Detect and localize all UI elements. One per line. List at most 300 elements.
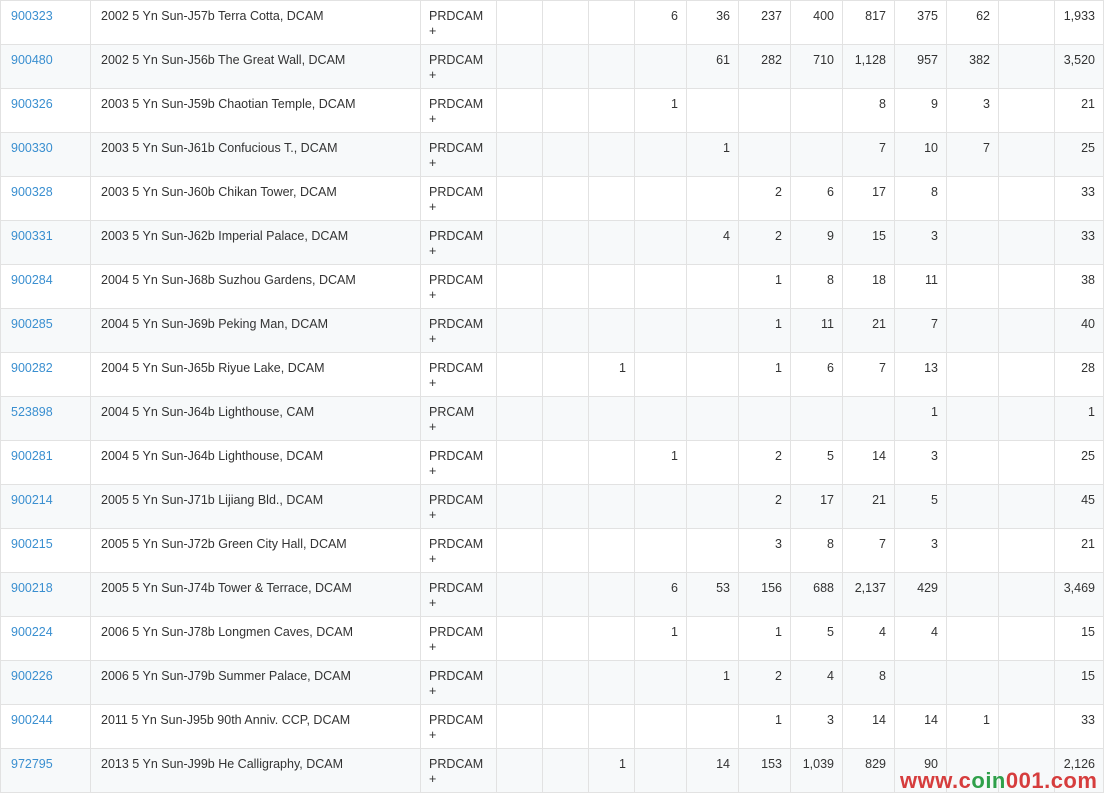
cell-count: [635, 749, 687, 793]
cell-coin-id[interactable]: [1, 397, 91, 441]
cell-grade: [421, 749, 497, 793]
cell-count: [947, 221, 999, 265]
cell-coin-id[interactable]: [1, 749, 91, 793]
coin-description: 2003 5 Yn Sun-J59b Chaotian Temple, DCAM: [101, 97, 356, 111]
count-value: 21: [872, 317, 886, 331]
total-value: 33: [1081, 713, 1095, 727]
count-value: 10: [924, 141, 938, 155]
count-value: [687, 397, 738, 405]
count-value: [543, 617, 588, 625]
coin-id-link[interactable]: 900226: [11, 669, 53, 683]
cell-coin-id[interactable]: [1, 529, 91, 573]
cell-count: [543, 661, 589, 705]
coin-description: 2003 5 Yn Sun-J62b Imperial Palace, DCAM: [101, 229, 349, 243]
cell-count: [739, 529, 791, 573]
coin-id-link[interactable]: 900214: [11, 493, 53, 507]
grade-label: PRCAM: [429, 405, 475, 419]
count-value: [791, 397, 842, 405]
cell-count: [543, 1, 589, 45]
count-value: [543, 221, 588, 229]
cell-count: [895, 45, 947, 89]
cell-count: [791, 441, 843, 485]
table-row: [1, 485, 1104, 529]
table-row: [1, 705, 1104, 749]
count-value: 282: [761, 53, 782, 67]
count-value: [999, 265, 1054, 273]
cell-count: [687, 1, 739, 45]
count-value: 5: [827, 625, 834, 639]
cell-count: [947, 529, 999, 573]
count-value: 400: [813, 9, 834, 23]
count-value: 90: [924, 757, 938, 771]
cell-count: [791, 89, 843, 133]
count-value: 2: [775, 185, 782, 199]
cell-count: [843, 265, 895, 309]
grade-label: PRDCAM: [429, 185, 484, 199]
count-value: [635, 265, 686, 273]
coin-id-link[interactable]: 900224: [11, 625, 53, 639]
count-value: 1: [619, 757, 626, 771]
coin-description: 2006 5 Yn Sun-J79b Summer Palace, DCAM: [101, 669, 351, 683]
cell-count: [895, 265, 947, 309]
cell-description: [91, 353, 421, 397]
total-value: 15: [1081, 669, 1095, 683]
count-value: 7: [983, 141, 990, 155]
cell-total: [1055, 133, 1104, 177]
cell-description: [91, 485, 421, 529]
count-value: [543, 353, 588, 361]
cell-count: [497, 89, 543, 133]
table-row: [1, 529, 1104, 573]
cell-count: [947, 485, 999, 529]
cell-count: [543, 45, 589, 89]
grade-plus: +: [429, 200, 437, 214]
count-value: [687, 309, 738, 317]
coin-description: 2004 5 Yn Sun-J64b Lighthouse, CAM: [101, 405, 315, 419]
cell-count: [947, 133, 999, 177]
cell-count: [999, 441, 1055, 485]
count-value: [635, 749, 686, 757]
cell-grade: [421, 177, 497, 221]
cell-total: [1055, 1, 1104, 45]
cell-count: [947, 441, 999, 485]
cell-count: [999, 705, 1055, 749]
cell-count: [895, 353, 947, 397]
cell-count: [895, 397, 947, 441]
coin-description: 2005 5 Yn Sun-J74b Tower & Terrace, DCAM: [101, 581, 352, 595]
cell-total: [1055, 661, 1104, 705]
grade-plus: +: [429, 288, 437, 302]
count-value: [635, 529, 686, 537]
grade-label: PRDCAM: [429, 97, 484, 111]
cell-description: [91, 1, 421, 45]
count-value: 36: [716, 9, 730, 23]
count-value: [497, 661, 542, 669]
count-value: 1: [931, 405, 938, 419]
table-row: [1, 221, 1104, 265]
count-value: 1: [723, 141, 730, 155]
coin-id-link[interactable]: 900284: [11, 273, 53, 287]
count-value: [999, 1, 1054, 9]
count-value: [497, 573, 542, 581]
coin-id-link[interactable]: 900218: [11, 581, 53, 595]
cell-count: [497, 265, 543, 309]
count-value: 5: [827, 449, 834, 463]
cell-total: [1055, 705, 1104, 749]
coin-description: 2004 5 Yn Sun-J65b Riyue Lake, DCAM: [101, 361, 325, 375]
cell-coin-id[interactable]: [1, 89, 91, 133]
cell-count: [999, 529, 1055, 573]
count-value: [635, 221, 686, 229]
cell-description: [91, 177, 421, 221]
grade-label: PRDCAM: [429, 317, 484, 331]
cell-count: [791, 749, 843, 793]
count-value: 2: [775, 669, 782, 683]
cell-total: [1055, 45, 1104, 89]
count-value: 1: [619, 361, 626, 375]
count-value: [543, 397, 588, 405]
cell-count: [497, 397, 543, 441]
cell-description: [91, 45, 421, 89]
cell-count: [635, 353, 687, 397]
cell-count: [947, 265, 999, 309]
cell-count: [497, 573, 543, 617]
coin-description: 2005 5 Yn Sun-J71b Lijiang Bld., DCAM: [101, 493, 324, 507]
cell-coin-id[interactable]: [1, 133, 91, 177]
total-value: 33: [1081, 229, 1095, 243]
cell-count: [497, 749, 543, 793]
grade-plus: +: [429, 552, 437, 566]
coin-id-link[interactable]: 900215: [11, 537, 53, 551]
coin-id-link[interactable]: 900282: [11, 361, 53, 375]
grade-label: PRDCAM: [429, 9, 484, 23]
count-value: [999, 705, 1054, 713]
cell-count: [687, 177, 739, 221]
cell-count: [497, 177, 543, 221]
cell-grade: [421, 221, 497, 265]
table-row: [1, 573, 1104, 617]
grade-label: PRDCAM: [429, 669, 484, 683]
count-value: [999, 397, 1054, 405]
cell-grade: [421, 89, 497, 133]
cell-count: [497, 529, 543, 573]
count-value: [497, 265, 542, 273]
cell-description: [91, 617, 421, 661]
cell-count: [739, 309, 791, 353]
cell-count: [843, 221, 895, 265]
count-value: [589, 89, 634, 97]
cell-count: [589, 441, 635, 485]
cell-count: [947, 397, 999, 441]
count-value: 53: [716, 581, 730, 595]
count-value: 2,137: [854, 581, 886, 595]
coin-id-link[interactable]: 900331: [11, 229, 53, 243]
coin-id-link[interactable]: 900281: [11, 449, 53, 463]
cell-coin-id[interactable]: [1, 221, 91, 265]
cell-count: [999, 177, 1055, 221]
cell-count: [999, 1, 1055, 45]
cell-count: [589, 177, 635, 221]
cell-count: [497, 705, 543, 749]
count-value: [687, 485, 738, 493]
coin-description: 2004 5 Yn Sun-J68b Suzhou Gardens, DCAM: [101, 273, 356, 287]
count-value: 3: [827, 713, 834, 727]
total-value: 1: [1088, 405, 1095, 419]
cell-count: [589, 397, 635, 441]
count-value: [589, 485, 634, 493]
cell-count: [543, 529, 589, 573]
cell-count: [687, 617, 739, 661]
cell-count: [497, 1, 543, 45]
count-value: 4: [827, 669, 834, 683]
cell-coin-id[interactable]: [1, 309, 91, 353]
cell-count: [791, 661, 843, 705]
cell-coin-id[interactable]: [1, 485, 91, 529]
grade-label: PRDCAM: [429, 581, 484, 595]
cell-coin-id[interactable]: [1, 661, 91, 705]
grade-plus: +: [429, 772, 437, 786]
cell-count: [843, 309, 895, 353]
cell-grade: [421, 133, 497, 177]
count-value: 8: [827, 273, 834, 287]
cell-count: [999, 89, 1055, 133]
count-value: 14: [872, 449, 886, 463]
total-value: 15: [1081, 625, 1095, 639]
cell-count: [739, 573, 791, 617]
cell-count: [947, 177, 999, 221]
cell-count: [791, 529, 843, 573]
cell-count: [947, 89, 999, 133]
cell-description: [91, 133, 421, 177]
table-row: [1, 177, 1104, 221]
cell-count: [843, 177, 895, 221]
grade-plus: +: [429, 68, 437, 82]
coin-id-link[interactable]: 523898: [11, 405, 53, 419]
count-value: 153: [761, 757, 782, 771]
cell-count: [947, 353, 999, 397]
cell-total: [1055, 485, 1104, 529]
cell-coin-id[interactable]: [1, 617, 91, 661]
coin-description: 2004 5 Yn Sun-J69b Peking Man, DCAM: [101, 317, 328, 331]
coin-id-link[interactable]: 900328: [11, 185, 53, 199]
cell-count: [947, 309, 999, 353]
count-value: [497, 529, 542, 537]
cell-count: [843, 573, 895, 617]
cell-count: [635, 617, 687, 661]
cell-count: [589, 485, 635, 529]
cell-count: [687, 441, 739, 485]
cell-count: [589, 221, 635, 265]
grade-label: PRDCAM: [429, 273, 484, 287]
total-value: 3,469: [1063, 581, 1095, 595]
count-value: [687, 353, 738, 361]
table-row: [1, 617, 1104, 661]
count-value: [589, 397, 634, 405]
cell-count: [791, 705, 843, 749]
cell-coin-id[interactable]: [1, 1, 91, 45]
count-value: 7: [931, 317, 938, 331]
coin-id-link[interactable]: 900285: [11, 317, 53, 331]
cell-count: [895, 133, 947, 177]
cell-count: [791, 265, 843, 309]
count-value: [947, 485, 998, 493]
count-value: [497, 45, 542, 53]
cell-coin-id[interactable]: [1, 45, 91, 89]
count-value: [497, 617, 542, 625]
count-value: [589, 573, 634, 581]
grade-label: PRDCAM: [429, 537, 484, 551]
cell-count: [843, 661, 895, 705]
cell-count: [589, 529, 635, 573]
count-value: [497, 749, 542, 757]
grade-plus: +: [429, 420, 437, 434]
count-value: [497, 89, 542, 97]
count-value: [543, 1, 588, 9]
count-value: [999, 177, 1054, 185]
cell-count: [635, 529, 687, 573]
cell-count: [999, 485, 1055, 529]
cell-grade: [421, 353, 497, 397]
cell-count: [687, 485, 739, 529]
coin-id-link[interactable]: 900480: [11, 53, 53, 67]
coin-description: 2003 5 Yn Sun-J60b Chikan Tower, DCAM: [101, 185, 337, 199]
count-value: 1,128: [854, 53, 886, 67]
count-value: [999, 353, 1054, 361]
count-value: 957: [917, 53, 938, 67]
cell-count: [739, 485, 791, 529]
count-value: 4: [931, 625, 938, 639]
coin-id-link[interactable]: 900244: [11, 713, 53, 727]
cell-count: [687, 309, 739, 353]
count-value: 1: [723, 669, 730, 683]
count-value: 817: [865, 9, 886, 23]
cell-count: [589, 661, 635, 705]
cell-count: [635, 705, 687, 749]
cell-count: [543, 133, 589, 177]
cell-total: [1055, 617, 1104, 661]
cell-coin-id[interactable]: [1, 573, 91, 617]
cell-count: [947, 661, 999, 705]
count-value: 4: [879, 625, 886, 639]
cell-coin-id[interactable]: [1, 177, 91, 221]
count-value: [947, 309, 998, 317]
count-value: [497, 441, 542, 449]
cell-count: [635, 45, 687, 89]
count-value: 3: [931, 449, 938, 463]
count-value: 710: [813, 53, 834, 67]
cell-count: [589, 1, 635, 45]
cell-count: [999, 353, 1055, 397]
cell-count: [497, 133, 543, 177]
cell-count: [739, 45, 791, 89]
count-value: [635, 705, 686, 713]
cell-description: [91, 749, 421, 793]
count-value: 375: [917, 9, 938, 23]
count-value: [739, 397, 790, 405]
cell-count: [635, 177, 687, 221]
grade-plus: +: [429, 728, 437, 742]
cell-count: [791, 397, 843, 441]
cell-grade: [421, 529, 497, 573]
cell-grade: [421, 397, 497, 441]
cell-count: [687, 89, 739, 133]
cell-count: [999, 133, 1055, 177]
cell-count: [843, 397, 895, 441]
count-value: 11: [925, 273, 938, 287]
count-value: [947, 661, 998, 669]
count-value: [497, 1, 542, 9]
cell-coin-id[interactable]: [1, 441, 91, 485]
cell-count: [687, 397, 739, 441]
coin-id-link[interactable]: 900323: [11, 9, 53, 23]
count-value: [999, 573, 1054, 581]
cell-coin-id[interactable]: [1, 265, 91, 309]
coin-id-link[interactable]: 900330: [11, 141, 53, 155]
cell-count: [635, 221, 687, 265]
cell-grade: [421, 617, 497, 661]
coin-id-link[interactable]: 900326: [11, 97, 53, 111]
count-value: [999, 661, 1054, 669]
count-value: [999, 309, 1054, 317]
count-value: [791, 89, 842, 97]
count-value: [635, 309, 686, 317]
cell-coin-id[interactable]: [1, 705, 91, 749]
cell-count: [791, 45, 843, 89]
cell-grade: [421, 45, 497, 89]
count-value: 21: [872, 493, 886, 507]
grade-plus: +: [429, 508, 437, 522]
count-value: [589, 45, 634, 53]
table-body: [1, 1, 1104, 793]
watermark-part-2: oin: [971, 768, 1006, 793]
cell-count: [543, 617, 589, 661]
coin-description: 2003 5 Yn Sun-J61b Confucious T., DCAM: [101, 141, 338, 155]
total-value: 28: [1081, 361, 1095, 375]
total-value: 25: [1081, 449, 1095, 463]
cell-count: [635, 573, 687, 617]
grade-label: PRDCAM: [429, 229, 484, 243]
count-value: [543, 573, 588, 581]
cell-count: [947, 45, 999, 89]
total-value: 25: [1081, 141, 1095, 155]
cell-coin-id[interactable]: [1, 353, 91, 397]
grade-plus: +: [429, 244, 437, 258]
grade-plus: +: [429, 376, 437, 390]
cell-count: [687, 573, 739, 617]
cell-count: [739, 133, 791, 177]
count-value: 829: [865, 757, 886, 771]
cell-count: [497, 353, 543, 397]
cell-count: [635, 397, 687, 441]
grade-label: PRDCAM: [429, 493, 484, 507]
cell-count: [589, 617, 635, 661]
cell-count: [791, 221, 843, 265]
cell-total: [1055, 749, 1104, 793]
cell-count: [497, 485, 543, 529]
cell-count: [791, 617, 843, 661]
cell-count: [895, 1, 947, 45]
coin-id-link[interactable]: 972795: [11, 757, 53, 771]
grade-plus: +: [429, 684, 437, 698]
grade-plus: +: [429, 156, 437, 170]
cell-total: [1055, 177, 1104, 221]
cell-count: [843, 749, 895, 793]
cell-count: [589, 45, 635, 89]
count-value: 156: [761, 581, 782, 595]
cell-description: [91, 309, 421, 353]
cell-grade: [421, 265, 497, 309]
count-value: 14: [716, 757, 730, 771]
